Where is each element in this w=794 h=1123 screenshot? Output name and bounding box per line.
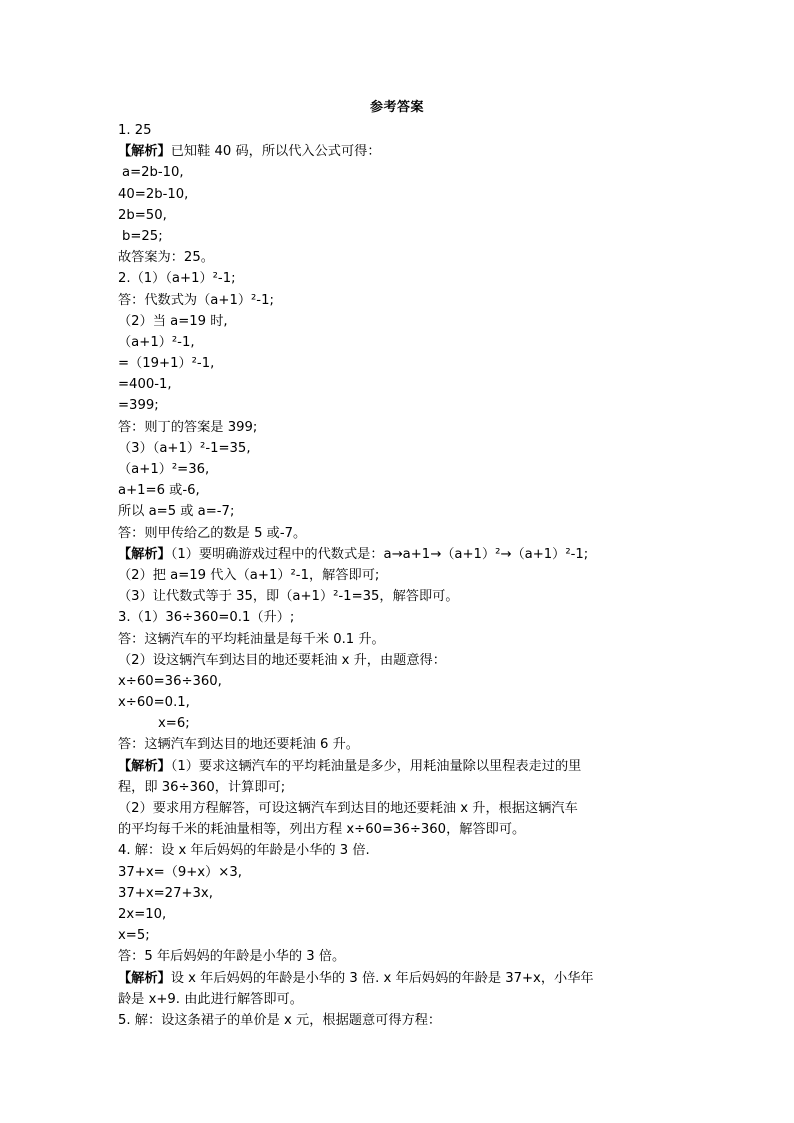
page-title: 参考答案 [369,100,424,115]
line-text: （a+1）²=36, [118,462,210,477]
text-line [118,607,678,628]
line-text: 4. 解：设 x 年后妈妈的年龄是小华的 3 倍. [118,843,370,859]
line-text: 答：代数式为（a+1）²-1; [118,292,274,308]
text-line [118,162,678,183]
text-line [118,247,678,268]
line-text: a=2b-10, [122,165,184,181]
text-line [118,438,678,459]
line-text: =400-1, [118,377,172,393]
analysis-tag: 【解析】 [118,144,171,160]
text-line [118,586,678,607]
line-text: 设 x 年后妈妈的年龄是小华的 3 倍. x 年后妈妈的年龄是 37+x，小华年 [170,970,594,986]
line-text: （1）要求这辆汽车的平均耗油量是多少，用耗油量除以里程表走过的里 [170,758,582,774]
line-text: 答：5 年后妈妈的年龄是小华的 3 倍。 [118,949,346,965]
text-line [118,862,678,883]
text-line [118,1010,678,1031]
text-line [118,205,678,226]
text-line [118,544,678,565]
analysis-tag: 【解析】 [118,546,171,562]
text-line [118,268,678,289]
text-line [118,565,678,586]
text-line [118,692,678,713]
text-line [118,120,678,141]
text-line [118,883,678,904]
text-line [118,904,678,925]
text-line [118,989,678,1010]
line-text: 故答案为：25。 [118,250,214,266]
line-text: x÷60=36÷360, [118,673,222,689]
text-line [118,671,678,692]
line-text: 答：这辆汽车的平均耗油量是每千米 0.1 升。 [118,631,385,647]
line-text: 2.（1）（a+1）²-1; [118,271,236,287]
line-text: 1. 25 [118,123,152,138]
line-text: x=6; [158,716,190,732]
text-line [118,141,678,162]
line-text: （a+1）²-1, [118,334,195,350]
line-text: 答：则甲传给乙的数是 5 或-7。 [118,525,307,541]
text-line [118,819,678,840]
line-text: （2）要求用方程解答，可设这辆汽车到达目的地还要耗油 x 升，根据这辆汽车 [118,801,578,816]
text-line [118,650,678,671]
line-text: =399; [118,398,159,414]
text-line [118,777,678,798]
text-line [118,798,678,819]
line-text: 37+x=27+3x, [118,885,213,901]
line-text: 的平均每千米的耗油量相等，列出方程 x÷60=36÷360，解答即可。 [118,822,526,838]
line-text: （2）设这辆汽车到达目的地还要耗油 x 升，由题意得： [118,652,446,668]
text-line [118,417,678,438]
line-text: b=25; [122,228,163,244]
line-text: x÷60=0.1, [118,695,190,711]
text-line [118,629,678,650]
line-text: （1）要明确游戏过程中的代数式是：a→a+1→（a+1）²→（a+1）²-1; [170,546,589,562]
line-text: x=5; [118,928,150,944]
text-line [118,925,678,946]
text-line [118,968,678,989]
text-line [118,395,678,416]
line-text: 龄是 x+9. 由此进行解答即可。 [118,991,303,1007]
analysis-tag: 【解析】 [118,970,171,986]
line-text: =（19+1）²-1, [118,356,215,372]
line-text: （3）让代数式等于 35，即（a+1）²-1=35，解答即可。 [118,589,459,605]
line-text: 答：这辆汽车到达目的地还要耗油 6 升。 [118,737,359,753]
text-line [118,459,678,480]
text-line [118,290,678,311]
text-line [118,332,678,353]
line-text: （3）（a+1）²-1=35, [118,440,251,456]
answer-content [118,120,678,1031]
line-text: 已知鞋 40 码，所以代入公式可得： [170,144,381,160]
text-line [118,840,678,861]
line-text: 3.（1）36÷360=0.1（升）; [118,610,295,626]
line-text: a+1=6 或-6, [118,483,200,499]
text-line [118,734,678,755]
text-line [118,311,678,332]
text-line [118,756,678,777]
text-line [118,480,678,501]
line-text: 所以 a=5 或 a=-7; [118,504,235,520]
line-text: 5. 解：设这条裙子的单价是 x 元，根据题意可得方程： [118,1012,442,1028]
line-text: 2x=10, [118,906,167,922]
line-text: 程，即 36÷360，计算即可; [118,779,286,795]
text-line [118,184,678,205]
text-line [118,946,678,967]
line-text: （2）当 a=19 时, [118,313,228,329]
line-text: （2）把 a=19 代入（a+1）²-1，解答即可; [118,567,380,583]
line-text: 答：则丁的答案是 399; [118,419,258,435]
analysis-tag: 【解析】 [118,758,171,774]
line-text: 40=2b-10, [118,186,189,202]
text-line [118,501,678,522]
text-line [118,713,678,734]
text-line [118,226,678,247]
line-text: 2b=50, [118,207,167,223]
line-text: 37+x=（9+x）×3, [118,864,242,880]
text-line [118,353,678,374]
text-line [118,374,678,395]
text-line [118,523,678,544]
